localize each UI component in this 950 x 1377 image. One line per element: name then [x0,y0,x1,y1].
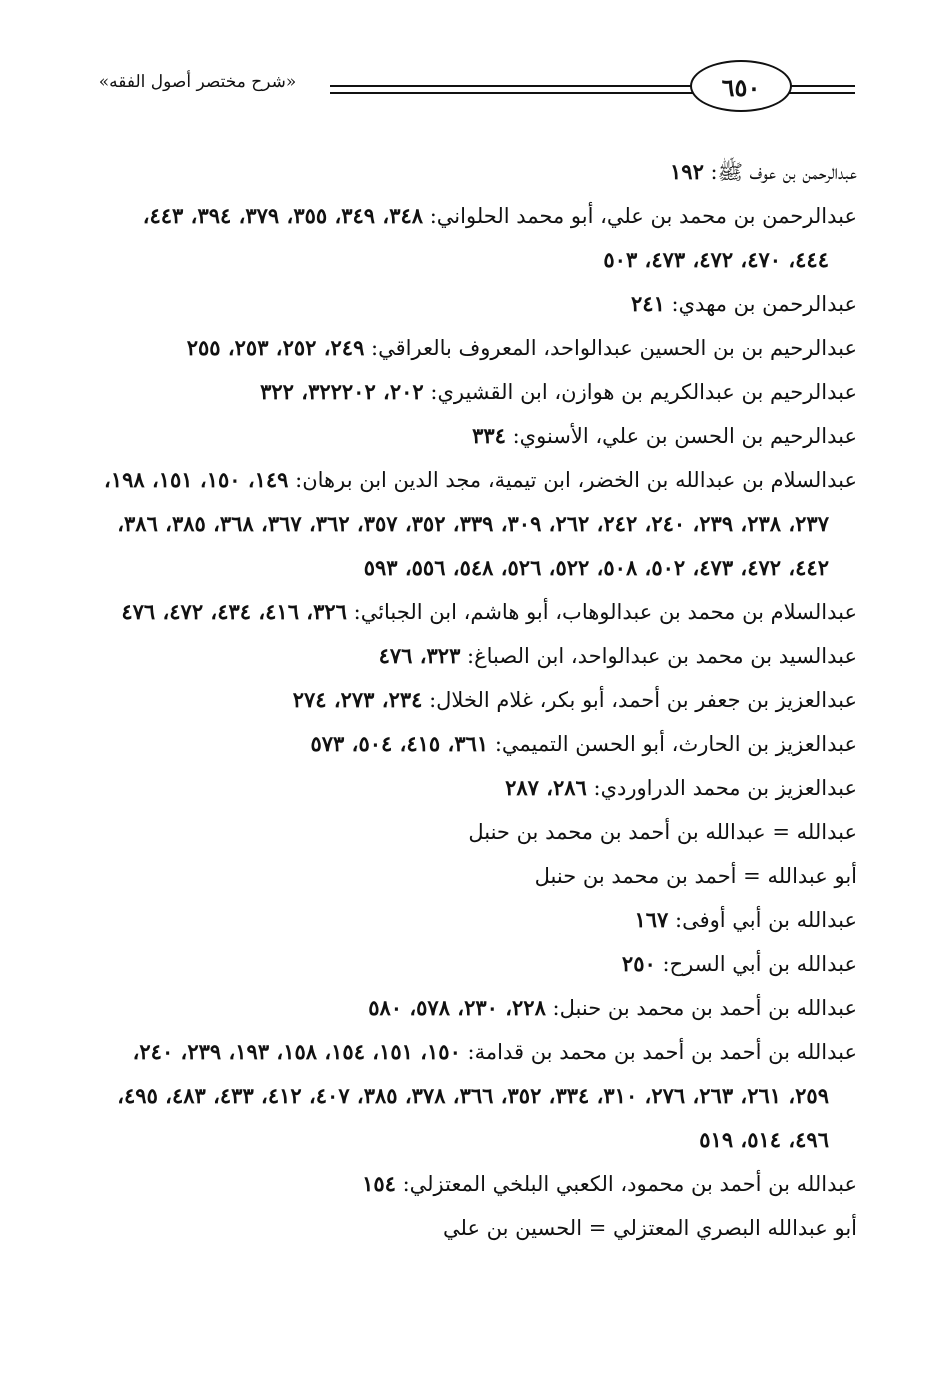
entry-pages: ١٤٩، ١٥٠، ١٥١، ١٩٨، ٢٣٧، ٢٣٨، ٢٣٩، ٢٤٠، ٢٤٢، ٢٦٢، ٣٠٩، ٣٣٩، ٣٥٢، ٣٥٧، ٣٦٢، ٣٦٧، ٣٦٨، ٣٨٥، ٣٨٦، ٤٤٢، ٤٧٢، ٤٧٣، ٥٠٢، ٥٠٨، ٥٢٢، ٥٢٦، ٥٤٨، ٥٥٦، ٥٩٣ [104,467,829,580]
entry-pages: ١٥٠، ١٥١، ١٥٤، ١٥٨، ١٩٣، ٢٣٩، ٢٤٠، ٢٥٩، ٢٦١، ٢٦٣، ٢٧٦، ٣١٠، ٣٣٤، ٣٥٢، ٣٦٦، ٣٧٨، ٣٨٥، ٤٠٧، ٤١٢، ٤٣٣، ٤٨٣، ٤٩٥، ٤٩٦، ٥١٤، ٥١٩ [117,1039,829,1152]
entry-name: أبو عبدالله = أحمد بن محمد بن حنبل [534,864,857,888]
entry-name: عبدالله = عبدالله بن أحمد بن محمد بن حنبل [468,820,857,844]
entry-pages: ١٦٧ [634,907,669,932]
entry-name: عبدالرحيم بن بن الحسين عبدالواحد، المعروف بالعراقي: [364,336,857,360]
entry-pages: ١٩٢ [670,159,704,184]
index-entry [100,634,857,678]
index-entry [100,458,857,590]
entry-name: عبدالعزيز بن محمد الدراوردي: [586,776,857,800]
entry-pages: ٣٦١، ٤١٥، ٥٠٤، ٥٧٣ [310,731,489,756]
index-entry [100,810,857,854]
index-entry [100,942,857,986]
entry-pages: ١٥٤ [362,1171,396,1196]
entry-name: عبدالرحيم بن عبدالكريم بن هوازن، ابن القشيري: [423,380,857,404]
entry-name: عبدالسيد بن محمد بن عبدالواحد، ابن الصباغ: [460,644,857,668]
index-entry [100,326,857,370]
index-entry [100,282,857,326]
index-entry [100,1206,857,1250]
index-entry [100,194,857,282]
page-header [95,60,855,120]
book-title: «شرح مختصر أصول الفقه» [95,70,300,94]
entry-pages: ٢٤٩، ٢٥٢، ٢٥٣، ٢٥٥ [186,335,365,360]
index-entry [100,150,857,194]
entry-name: عبدالسلام بن محمد بن عبدالوهاب، أبو هاشم، ابن الجبائي: [346,600,857,624]
entry-pages: ٣٤٨، ٣٤٩، ٣٥٥، ٣٧٩، ٣٩٤، ٤٤٣، ٤٤٤، ٤٧٠، ٤٧٢، ٤٧٣، ٥٠٣ [142,203,829,272]
index-entry [100,678,857,722]
index-entry [100,986,857,1030]
entry-name: عبدالله بن أحمد بن محمد بن حنبل: [545,996,857,1020]
index-entry [100,898,857,942]
entry-name: عبدالعزيز بن الحارث، أبو الحسن التميمي: [488,732,857,756]
entry-pages: ٢٤١ [631,291,665,316]
entry-pages: ٣٢٦، ٤١٦، ٤٣٤، ٤٧٢، ٤٧٦ [121,599,347,624]
entry-name: عبدالرحيم بن الحسن بن علي، الأسنوي: [505,424,857,448]
index-entry [100,854,857,898]
entry-name: عبدالعزيز بن جعفر بن أحمد، أبو بكر، غلام الخلال: [422,688,857,712]
entry-name: عبدالرحمن بن محمد بن علي، أبو محمد الحلواني: [423,204,857,228]
index-entry [100,1162,857,1206]
entry-name: عبدالله بن أحمد بن محمود، الكعبي البلخي المعتزلي: [395,1172,857,1196]
page-number: ٦٥٠ [690,60,792,112]
index-entry [100,766,857,810]
index-entry [100,414,857,458]
entry-pages: ٢٨٦، ٢٨٧ [505,775,587,800]
entry-pages: ٢٠٢، ٣٢٢٢٠٢، ٣٢٢ [260,379,424,404]
entry-pages: ٣٢٣، ٤٧٦ [378,643,461,668]
entry-name: عبدالسلام بن عبدالله بن الخضر، ابن تيمية، مجد الدين ابن برهان: [288,468,857,492]
entry-name: عبدالرحمن بن عوف ﷺ: [703,160,857,184]
entry-name: أبو عبدالله البصري المعتزلي = الحسين بن علي [443,1216,857,1240]
entry-pages: ٢٢٨، ٢٣٠، ٥٧٨، ٥٨٠ [368,995,546,1020]
entry-name: عبدالله بن أحمد بن أحمد بن محمد بن قدامة: [460,1040,857,1064]
entry-pages: ٣٣٤ [472,423,506,448]
index-entry [100,722,857,766]
entry-name: عبدالرحمن بن مهدي: [664,292,857,316]
entry-name: عبدالله بن أبي السرح: [655,952,857,976]
index-entry [100,1030,857,1162]
entry-pages: ٢٣٤، ٢٧٣، ٢٧٤ [292,687,423,712]
name-index-list [100,150,857,1250]
index-entry [100,590,857,634]
index-entry [100,370,857,414]
entry-pages: ٢٥٠ [621,951,656,976]
entry-name: عبدالله بن أبي أوفى: [668,908,857,932]
